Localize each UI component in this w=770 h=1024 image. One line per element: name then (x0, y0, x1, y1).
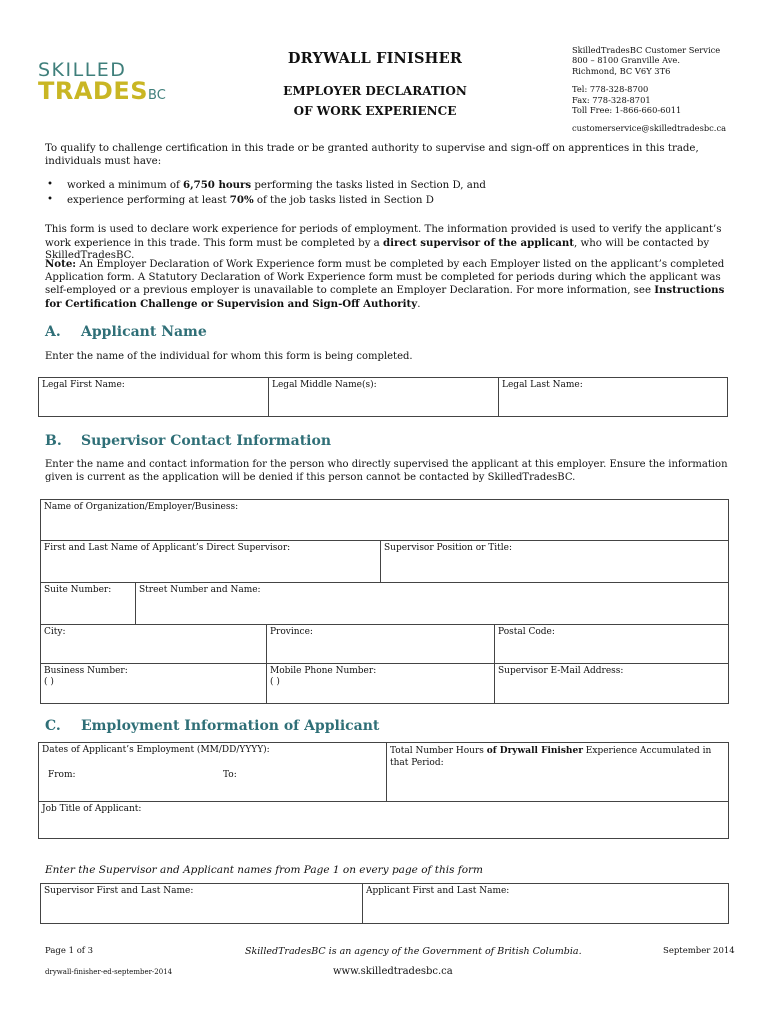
form-date: September 2014 (663, 946, 735, 956)
form-subtitle-line1: EMPLOYER DECLARATION (283, 84, 467, 98)
section-a-heading: A. Applicant Name (45, 324, 207, 340)
logo-line-trades (38, 77, 188, 107)
note-label: Note: (45, 258, 77, 270)
street-field[interactable]: Street Number and Name: (135, 582, 729, 625)
logo-bc-text: BC (148, 88, 166, 103)
form-code: drywall-finisher-ed-september-2014 (45, 968, 173, 976)
date-from-label: From: (48, 770, 76, 780)
form-title: DRYWALL FINISHER (287, 50, 463, 67)
contact-block (572, 45, 762, 134)
legal-middle-name-field[interactable]: Legal Middle Name(s): (268, 377, 499, 417)
form-subtitle-line2: OF WORK EXPERIENCE (293, 104, 457, 118)
page-number: Page 1 of 3 (45, 946, 94, 956)
contact-address1: 800 – 8100 Granville Ave. (572, 55, 680, 66)
requirement-hours: • worked a minimum of 6,750 hours performing the tasks listed in Section D, and (45, 179, 735, 193)
contact-email[interactable]: customerservice@skilledtradesbc.ca (572, 123, 727, 134)
supervisor-email-field[interactable]: Supervisor E-Mail Address: (494, 663, 729, 704)
employment-dates-field[interactable]: Dates of Applicant’s Employment (MM/DD/YYYY): From: To: (38, 742, 387, 802)
instructions-link[interactable]: Instructions for Certification Challenge or Supervision and Sign-Off Authority (45, 284, 725, 310)
section-b-heading: B. Supervisor Contact Information (45, 433, 331, 449)
organization-name-field[interactable]: Name of Organization/Employer/Business: (40, 499, 729, 541)
mobile-phone-field[interactable]: Mobile Phone Number: ( ) (266, 663, 495, 704)
supervisor-position-field[interactable]: Supervisor Position or Title: (380, 540, 729, 583)
section-a-description: Enter the name of the individual for whom this form is being completed. (45, 351, 413, 362)
logo-line-skilled: SKILLED (38, 59, 127, 81)
skilledtradesbc-logo (38, 60, 188, 107)
logo-trades-text: TRADES (38, 77, 149, 105)
contact-tollfree: Toll Free: 1-866-660-6011 (572, 105, 682, 116)
job-title-field[interactable]: Job Title of Applicant: (38, 801, 729, 839)
website-link[interactable]: www.skilledtradesbc.ca (333, 966, 453, 977)
intro-text: To qualify to challenge certification in this trade or be granted authority to supervise and sign-off on apprentices in this trade, individuals must have: (45, 143, 699, 167)
agency-statement: SkilledTradesBC is an agency of the Government of British Columbia. (245, 946, 582, 957)
form-title-block (270, 50, 480, 121)
contact-fax: Fax: 778-328-8701 (572, 94, 651, 105)
supervisor-name-field[interactable]: First and Last Name of Applicant’s Direct Supervisor: (40, 540, 381, 583)
requirements-list (45, 179, 735, 208)
total-hours-field[interactable]: Total Number Hours of Drywall Finisher Experience Accumulated in that Period: (386, 742, 729, 802)
section-c-heading: C. Employment Information of Applicant (45, 718, 380, 734)
purpose-paragraph: This form is used to declare work experience for periods of employment. The information provided is used to verify the applicant’s work experience in this trade. This form must be completed by a direct supervisor of the applicant, who will be contacted by SkilledTradesBC. (45, 224, 722, 262)
footer-applicant-name-field[interactable]: Applicant First and Last Name: (362, 883, 729, 924)
contact-org: SkilledTradesBC Customer Service (572, 45, 721, 55)
contact-address2: Richmond, BC V6Y 3T6 (572, 65, 671, 76)
suite-number-field[interactable]: Suite Number: (40, 582, 136, 625)
contact-tel: Tel: 778-328-8700 (572, 84, 649, 95)
date-to-label: To: (223, 770, 237, 780)
city-field[interactable]: City: (40, 624, 267, 664)
section-b-description: Enter the name and contact information for the person who directly supervised the applicant at this employer. Ensure the information given is current as the application will be denied if this person cannot be contacted by SkilledTradesBC. (45, 459, 728, 483)
legal-first-name-field[interactable]: Legal First Name: (38, 377, 269, 417)
legal-last-name-field[interactable]: Legal Last Name: (498, 377, 728, 417)
postal-code-field[interactable]: Postal Code: (494, 624, 729, 664)
footer-supervisor-name-field[interactable]: Supervisor First and Last Name: (40, 883, 363, 924)
province-field[interactable]: Province: (266, 624, 495, 664)
note-paragraph: Note: An Employer Declaration of Work Experience form must be completed by each Employer listed on the applicant’s completed Application form. A Statutory Declaration of Work Experience form must be completed for periods during which the applicant was self-employed or a previous employer is unavailable to complete an Employer Declaration. For more information, see Instructions for Certification Challenge or Supervision and Sign-Off Authority. (45, 258, 725, 310)
business-phone-field[interactable]: Business Number: ( ) (40, 663, 267, 704)
requirement-tasks: • experience performing at least 70% of the job tasks listed in Section D (45, 194, 735, 208)
page-reminder: Enter the Supervisor and Applicant names from Page 1 on every page of this form (45, 864, 484, 876)
